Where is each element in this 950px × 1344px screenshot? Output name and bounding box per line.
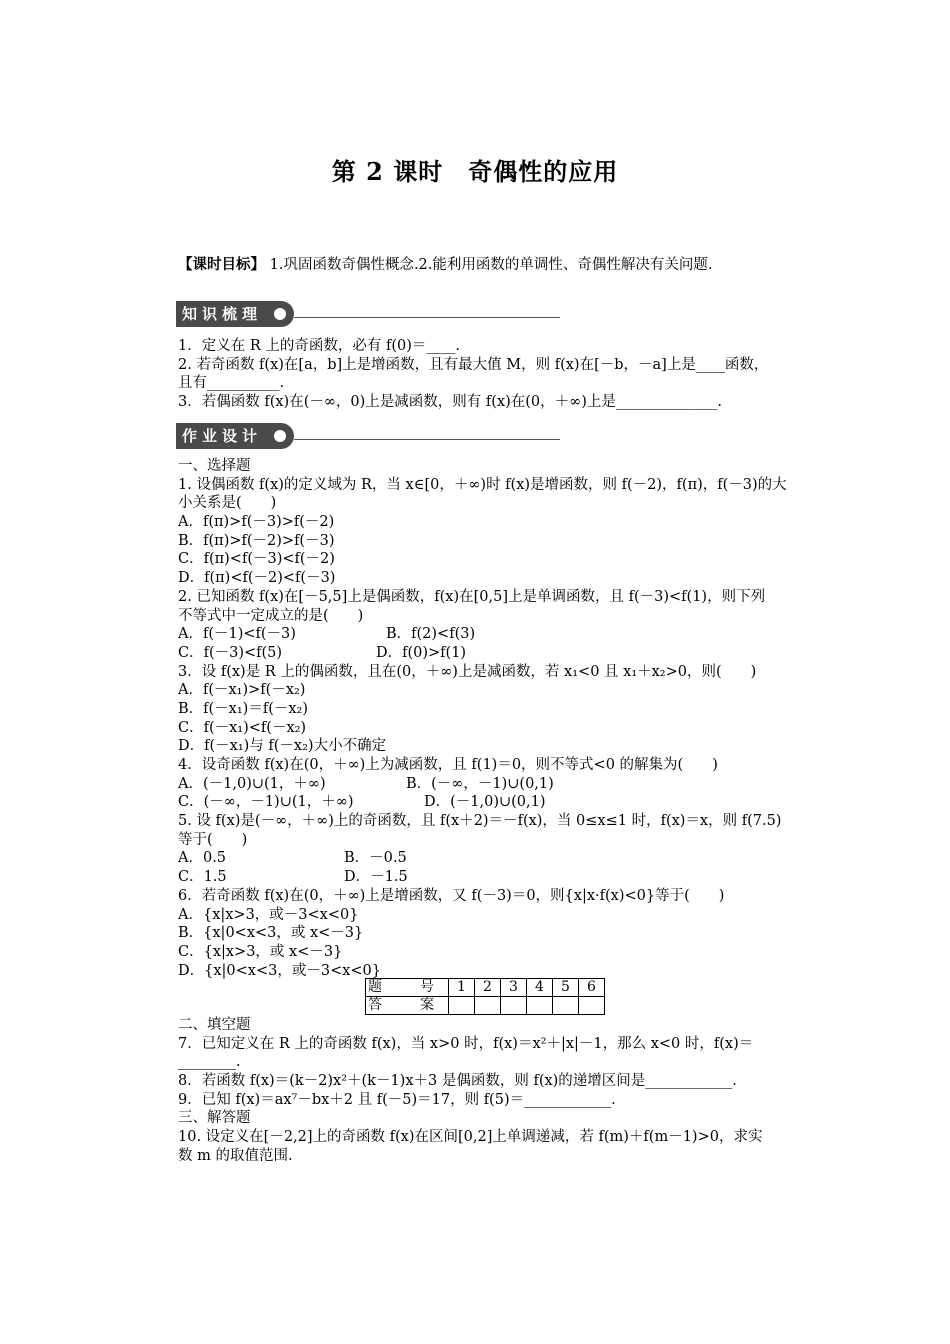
answer-cell[interactable] xyxy=(449,997,475,1015)
option-b: B．－0.5 xyxy=(344,850,407,867)
question-line: ________. xyxy=(178,1054,241,1071)
option-line: C．f(π)<f(－3)<f(－2) xyxy=(178,551,335,568)
option-row xyxy=(178,868,810,887)
option-row xyxy=(178,644,810,663)
fill-and-answer-section xyxy=(178,1016,810,1166)
option-d: D．f(0)>f(1) xyxy=(376,644,467,661)
answer-table xyxy=(365,978,605,1015)
option-line: C．{x|x>3，或 x<－3} xyxy=(178,943,343,960)
option-row xyxy=(178,793,810,812)
question-line: 6．若奇函数 f(x)在(0，＋∞)上是增函数，又 f(－3)＝0，则{x|x·f(x)<0}等于( ) xyxy=(178,887,725,904)
answer-table-number: 4 xyxy=(527,979,553,997)
option-a: A．(－1,0)∪(1，＋∞) xyxy=(178,775,326,792)
question-line: 9．已知 f(x)＝ax⁷－bx＋2 且 f(－5)＝17，则 f(5)＝____________. xyxy=(178,1091,616,1108)
question-line: 数 m 的取值范围. xyxy=(178,1147,293,1164)
question-line: 3．设 f(x)是 R 上的偶函数，且在(0，＋∞)上是减函数，若 x₁<0 且 x₁＋x₂>0，则( ) xyxy=(178,663,757,680)
answer-table-number: 1 xyxy=(449,979,475,997)
page-title: 第 2 课时 奇偶性的应用 xyxy=(331,157,619,186)
answer-table-header-row xyxy=(366,979,605,997)
option-line: B．{x|0<x<3，或 x<－3} xyxy=(178,925,364,942)
option-d: D．－1.5 xyxy=(344,869,408,886)
option-line: D．f(－x₁)与 f(－x₂)大小不确定 xyxy=(178,738,387,755)
knowledge-line: 且有__________. xyxy=(178,375,285,392)
answer-table-number-label: 题 号 xyxy=(366,979,449,997)
question-line: 2. 已知函数 f(x)在[－5,5]上是偶函数，f(x)在[0,5]上是单调函数，且 f(－3)<f(1)，则下列 xyxy=(178,588,766,605)
answer-table-answer-label: 答 案 xyxy=(366,997,449,1015)
answer-cell[interactable] xyxy=(527,997,553,1015)
option-line: B．f(－x₁)＝f(－x₂) xyxy=(178,700,308,717)
answer-table-number: 6 xyxy=(579,979,605,997)
knowledge-banner-label: 知识梳理 xyxy=(176,301,294,327)
option-line: B．f(π)>f(－2)>f(－3) xyxy=(178,532,335,549)
question-line: 5. 设 f(x)是(－∞，＋∞)上的奇函数，且 f(x＋2)＝－f(x)，当 0≤x≤1 时，f(x)＝x，则 f(7.5) xyxy=(178,813,782,830)
goal-label: 【课时目标】 xyxy=(178,256,265,273)
question-line: 不等式中一定成立的是( ) xyxy=(178,607,364,624)
section-heading-choice: 一、选择题 xyxy=(178,458,251,474)
answer-table-answer-row xyxy=(366,997,605,1015)
answer-table-number: 3 xyxy=(501,979,527,997)
option-a: A．f(－1)<f(－3) xyxy=(178,626,296,643)
option-row xyxy=(178,849,810,868)
homework-section xyxy=(178,457,810,980)
section-heading-fill: 二、填空题 xyxy=(178,1017,251,1033)
knowledge-line: 2. 若奇函数 f(x)在[a，b]上是增函数，且有最大值 M，则 f(x)在[－b，－a]上是____函数， xyxy=(178,356,769,373)
answer-cell[interactable] xyxy=(501,997,527,1015)
answer-cell[interactable] xyxy=(579,997,605,1015)
banner-dot-icon xyxy=(274,430,286,442)
knowledge-line: 3．若偶函数 f(x)在(－∞，0)上是减函数，则有 f(x)在(0，＋∞)上是______________. xyxy=(178,394,723,411)
homework-banner-label: 作业设计 xyxy=(176,423,294,449)
option-c: C．1.5 xyxy=(178,869,227,886)
lesson-goal xyxy=(178,255,818,275)
option-c: C．f(－3)<f(5) xyxy=(178,644,283,661)
question-line: 10. 设定义在[－2,2]上的奇函数 f(x)在区间[0,2]上单调递减，若 f(m)＋f(m－1)>0，求实 xyxy=(178,1129,763,1146)
banner-dot-icon xyxy=(274,308,286,320)
answer-table-number: 2 xyxy=(475,979,501,997)
option-line: A．f(π)>f(－3)>f(－2) xyxy=(178,514,335,531)
option-row xyxy=(178,775,810,794)
question-line: 8．若函数 f(x)＝(k－2)x²＋(k－1)x＋3 是偶函数，则 f(x)的递增区间是____________. xyxy=(178,1073,737,1090)
section-heading-answer: 三、解答题 xyxy=(178,1110,251,1127)
option-line: A．f(－x₁)>f(－x₂) xyxy=(178,682,306,699)
option-c: C．(－∞，－1)∪(1，＋∞) xyxy=(178,794,354,811)
question-line: 1. 设偶函数 f(x)的定义域为 R，当 x∈[0，＋∞)时 f(x)是增函数，则 f(－2)，f(π)，f(－3)的大 xyxy=(178,476,787,493)
question-line: 等于( ) xyxy=(178,831,248,848)
option-d: D．(－1,0)∪(0,1) xyxy=(424,794,546,811)
option-b: B．f(2)<f(3) xyxy=(386,626,476,643)
question-line: 小关系是( ) xyxy=(178,495,277,512)
knowledge-section xyxy=(178,337,810,412)
question-line: 4．设奇函数 f(x)在(0，＋∞)上为减函数，且 f(1)＝0，则不等式<0 的解集为( ) xyxy=(178,757,718,773)
option-line: D．f(π)<f(－2)<f(－3) xyxy=(178,570,336,587)
option-line: D．{x|0<x<3，或－3<x<0} xyxy=(178,962,381,979)
answer-cell[interactable] xyxy=(475,997,501,1015)
option-line: C．f(－x₁)<f(－x₂) xyxy=(178,719,307,736)
knowledge-banner xyxy=(176,301,560,327)
goal-text: 1.巩固函数奇偶性概念.2.能利用函数的单调性、奇偶性解决有关问题. xyxy=(265,257,713,273)
answer-cell[interactable] xyxy=(553,997,579,1015)
option-row xyxy=(178,625,810,644)
banner-rule xyxy=(294,439,560,440)
homework-banner xyxy=(176,423,560,449)
knowledge-line: 1．定义在 R 上的奇函数，必有 f(0)＝____. xyxy=(178,338,460,354)
question-line: 7．已知定义在 R 上的奇函数 f(x)，当 x>0 时，f(x)＝x²＋|x|－1，那么 x<0 时，f(x)＝ xyxy=(178,1035,754,1052)
answer-table-number: 5 xyxy=(553,979,579,997)
option-b: B．(－∞，－1)∪(0,1) xyxy=(406,775,554,792)
option-line: A．{x|x>3，或－3<x<0} xyxy=(178,906,359,923)
banner-rule xyxy=(294,317,560,318)
option-a: A．0.5 xyxy=(178,850,227,867)
